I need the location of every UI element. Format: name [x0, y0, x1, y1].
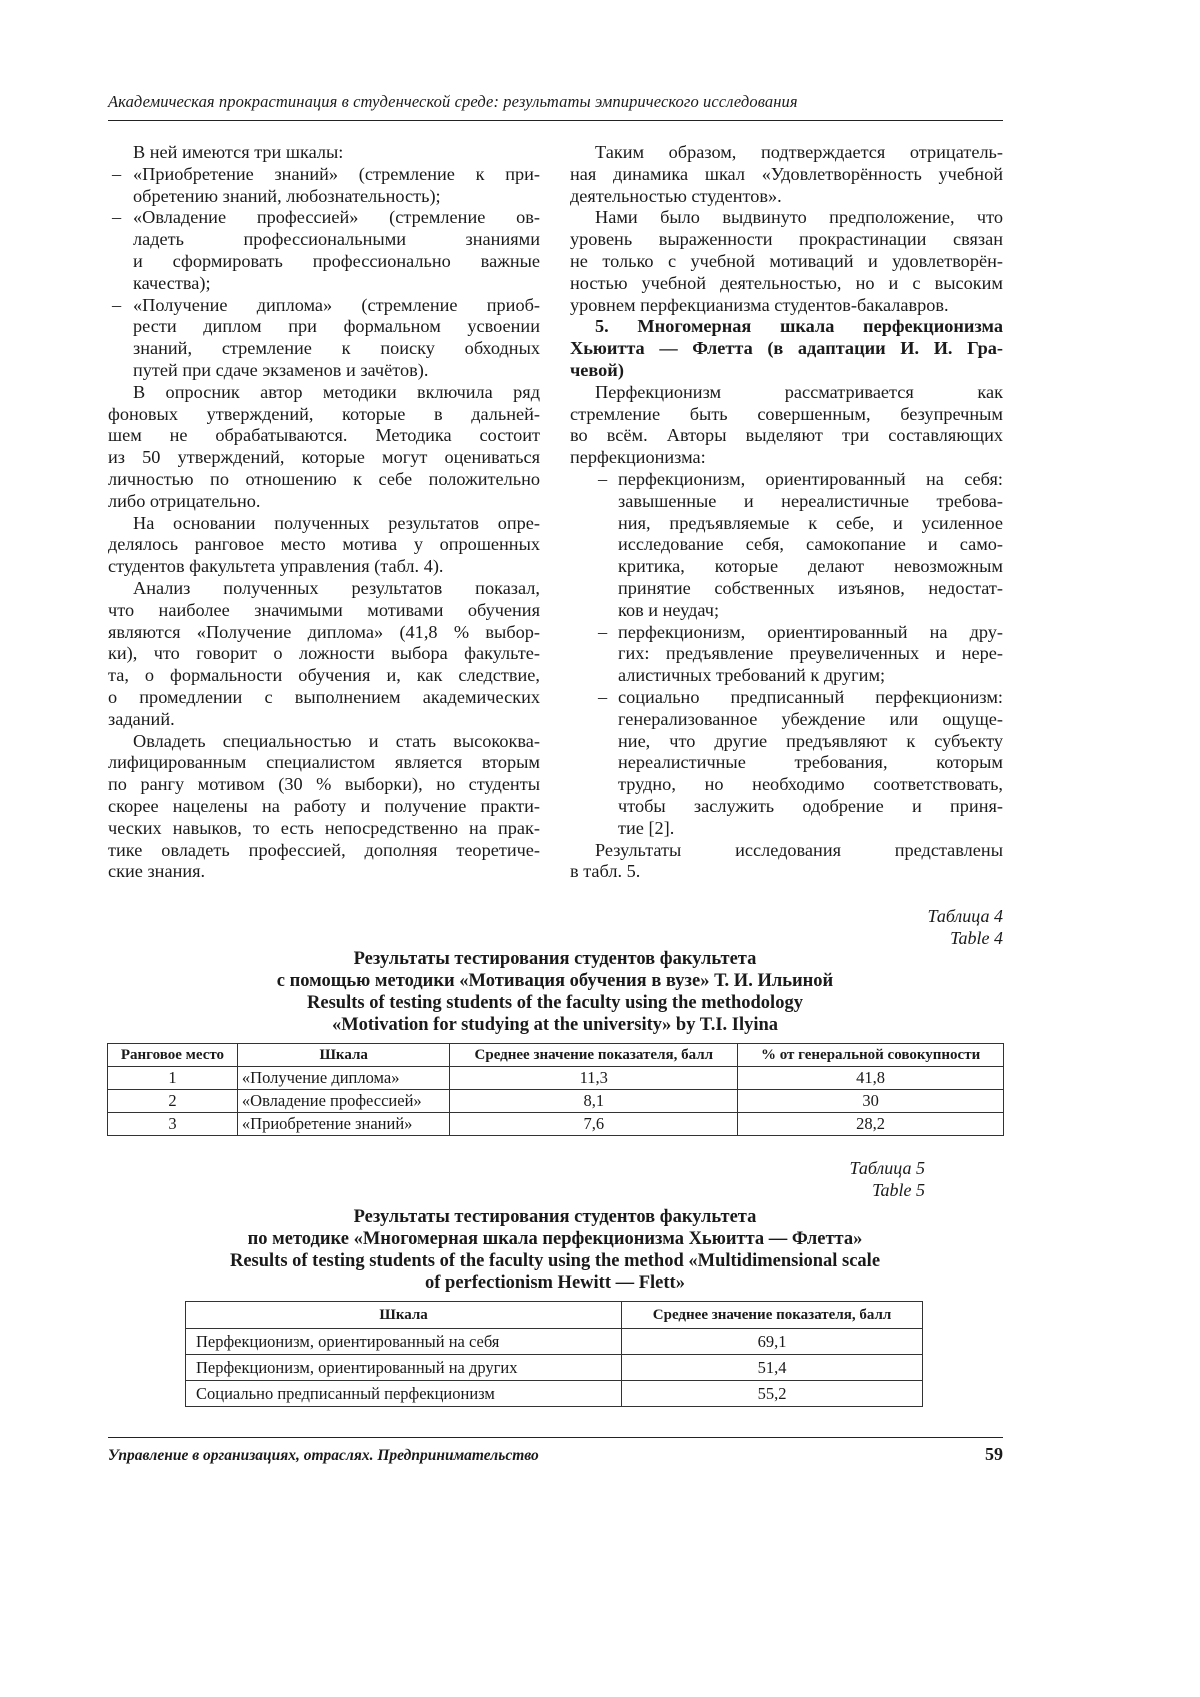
table-cell: 2: [108, 1090, 238, 1113]
table4-header-row: [108, 1044, 1004, 1067]
table4-title: [100, 948, 1010, 1036]
text-line: Таким образом, подтверждается отрицатель-: [595, 142, 1003, 162]
text-line: рести диплом при формальном усвоении: [133, 316, 540, 337]
text-line: критика, которые делают невозможным: [618, 556, 1003, 577]
footer-rule: [108, 1437, 1003, 1438]
text-line: во всём. Авторы выделяют три составляющих: [570, 425, 1003, 446]
text-line: генерализованное убеждение или ощуще-: [618, 708, 1003, 729]
table-cell: 1: [108, 1067, 238, 1090]
list-item: [108, 207, 540, 294]
text-line: обретению знаний, любознательность);: [133, 185, 441, 206]
text-line: Анализ полученных результатов показал,: [133, 577, 540, 598]
text-line: деятельностью студентов».: [570, 185, 782, 206]
text-line: ностью учебной деятельностью, но и с высоким: [570, 272, 1003, 293]
text-line: тие [2].: [618, 817, 675, 838]
text-line: социально предписанный перфекционизм:: [618, 686, 1003, 707]
paragraph: [108, 142, 540, 164]
paragraph: [570, 207, 1003, 316]
text-line: трудно, но необходимо соответствовать,: [618, 774, 1003, 795]
table4-title-line: Results of testing students of the faculty using the methodology: [307, 993, 803, 1013]
text-line: студентов факультета управления (табл. 4).: [108, 556, 444, 577]
text-line: по рангу мотивом (30 % выборки), но студенты: [108, 774, 540, 795]
text-line: ки), что говорит о ложности выбора факульте-: [108, 643, 540, 664]
table5-title-line: Результаты тестирования студентов факультета: [353, 1207, 757, 1227]
running-head: Академическая прокрастинация в студенческой среде: результаты эмпирического исследования: [108, 92, 798, 111]
text-line: Овладеть специальностью и стать высококва-: [133, 730, 540, 751]
header-rule: [108, 120, 1003, 121]
text-line: 5. Многомерная шкала перфекционизма: [595, 316, 1003, 337]
text-line: Хьюитта — Флетта (в адаптации И. И. Гра-: [570, 338, 1003, 359]
list-dash: –: [112, 207, 122, 228]
table5-header: Среднее значение показателя, балл: [622, 1302, 923, 1329]
table5-title: [100, 1206, 1010, 1294]
list-item: [570, 622, 1003, 687]
table-cell: Перфекционизм, ориентированный на других: [186, 1355, 622, 1381]
text-line: из 50 утверждений, которые могут оцениваться: [108, 447, 540, 468]
text-line: ладеть профессиональными знаниями: [133, 229, 540, 250]
text-line: Нами было выдвинуто предположение, что: [595, 207, 1003, 228]
table-cell: 69,1: [622, 1329, 923, 1355]
table-row: [108, 1113, 1004, 1136]
text-line: перфекционизма:: [570, 447, 706, 468]
table5-title-line: of perfectionism Hewitt — Flett»: [425, 1273, 685, 1293]
text-line: знаний, стремление к поиску обходных: [133, 338, 540, 359]
paragraph: [108, 578, 540, 731]
text-line: ские знания.: [108, 861, 206, 882]
text-line: принятие собственных изъянов, недостат-: [618, 577, 1003, 598]
table-cell: 8,1: [450, 1090, 738, 1113]
text-line: нереалистичные требования, которым: [618, 752, 1003, 773]
table-cell: 55,2: [622, 1381, 923, 1407]
text-line: «Приобретение знаний» (стремление к при-: [133, 163, 540, 184]
table4-title-line: с помощью методики «Мотивация обучения в вузе» Т. И. Ильиной: [276, 971, 834, 991]
table4-caption: [800, 905, 1003, 949]
text-line: тике овладеть профессией, дополняя теоретиче-: [108, 839, 540, 860]
text-line: гих: предъявление преувеличенных и нере-: [618, 643, 1003, 664]
paragraph: [570, 382, 1003, 469]
text-line: и сформировать профессионально важные: [133, 250, 540, 271]
text-line: алистичных требований к другим;: [618, 665, 886, 686]
table-cell: 30: [738, 1090, 1004, 1113]
text-line: ние, что другие предъявляют к субъекту: [618, 730, 1003, 751]
right-column: [570, 142, 1003, 883]
text-line: фоновых утверждений, которые в дальней-: [108, 403, 540, 424]
text-line: шем не обрабатываются. Методика состоит: [108, 425, 540, 446]
table5-caption: [720, 1157, 925, 1201]
text-line: ния, предъявляемые к себе, и усиленное: [618, 512, 1003, 533]
table-cell: «Овладение профессией»: [237, 1090, 450, 1113]
table4: [107, 1043, 1004, 1136]
text-line: чевой): [570, 359, 624, 380]
table4-header: Ранговое место: [108, 1044, 238, 1067]
table-cell: 28,2: [738, 1113, 1004, 1136]
text-line: о промедлении с выполнением академических: [108, 686, 540, 707]
text-line: являются «Получение диплома» (41,8 % выбор-: [108, 621, 540, 642]
text-line: перфекционизм, ориентированный на дру-: [618, 621, 1003, 642]
text-line: чтобы заслужить одобрение и приня-: [618, 795, 1003, 816]
list-dash: –: [598, 686, 608, 707]
paragraph: [570, 840, 1003, 884]
text-line: что наиболее значимыми мотивами обучения: [108, 599, 540, 620]
table-cell: 7,6: [450, 1113, 738, 1136]
table4-title-line: Результаты тестирования студентов факультета: [353, 949, 757, 969]
table5-label-en: Table 5: [872, 1180, 925, 1200]
paragraph: [570, 142, 1003, 207]
table4-title-line: «Motivation for studying at the university» by T.I. Ilyina: [331, 1015, 779, 1035]
text-line: На основании полученных результатов опре-: [133, 512, 540, 533]
table-row: [186, 1355, 923, 1381]
list-dash: –: [598, 468, 608, 489]
text-line: завышенные и нереалистичные требова-: [618, 490, 1003, 511]
table4-header: Шкала: [237, 1044, 450, 1067]
text-line: В ней имеются три шкалы:: [133, 142, 344, 162]
text-line: ческих навыков, то есть непосредственно на прак-: [108, 817, 540, 838]
text-line: лифицированным специалистом является вторым: [108, 752, 540, 773]
table5-title-line: Results of testing students of the faculty using the method «Multidimensional scale: [229, 1251, 881, 1271]
table-cell: 11,3: [450, 1067, 738, 1090]
table-cell: Перфекционизм, ориентированный на себя: [186, 1329, 622, 1355]
text-line: Результаты исследования представлены: [595, 839, 1003, 860]
table-cell: 3: [108, 1113, 238, 1136]
table5-title-line: по методике «Многомерная шкала перфекционизма Хьюитта — Флетта»: [247, 1229, 863, 1249]
table-cell: 51,4: [622, 1355, 923, 1381]
table5-header-row: [186, 1302, 923, 1329]
text-line: В опросник автор методики включила ряд: [133, 381, 540, 402]
list-item: [108, 164, 540, 208]
list-dash: –: [112, 294, 122, 315]
text-line: либо отрицательно.: [108, 490, 261, 511]
text-line: в табл. 5.: [570, 861, 641, 882]
text-line: ков и неудач;: [618, 599, 720, 620]
paragraph: [108, 731, 540, 884]
table4-header: % от генеральной совокупности: [738, 1044, 1004, 1067]
text-line: качества);: [133, 272, 211, 293]
page-number: 59: [985, 1444, 1003, 1464]
text-line: личностью по отношению к себе положительно: [108, 468, 540, 489]
table5-label-ru: Таблица 5: [849, 1158, 925, 1178]
list-item: [570, 687, 1003, 840]
paragraph: [108, 382, 540, 513]
table-cell: «Получение диплома»: [237, 1067, 450, 1090]
list-item: [570, 469, 1003, 622]
text-line: ная динамика шкал «Удовлетворённость учебной: [570, 163, 1003, 184]
table-cell: Социально предписанный перфекционизм: [186, 1381, 622, 1407]
table4-label-ru: Таблица 4: [927, 906, 1003, 926]
text-line: делялось ранговое место мотива у опрошенных: [108, 534, 540, 555]
paragraph: [108, 513, 540, 578]
section-heading: [570, 316, 1003, 381]
text-line: Перфекционизм рассматривается как: [595, 381, 1003, 402]
table-row: [108, 1090, 1004, 1113]
text-line: исследование себя, самокопание и само-: [618, 534, 1003, 555]
list-dash: –: [112, 163, 122, 184]
left-column: [108, 142, 540, 883]
table5-header: Шкала: [186, 1302, 622, 1329]
text-line: перфекционизм, ориентированный на себя:: [618, 468, 1003, 489]
table-cell: 41,8: [738, 1067, 1004, 1090]
text-line: скорее нацелены на работу и получение практи-: [108, 795, 540, 816]
text-line: стремление быть совершенным, безупречным: [570, 403, 1003, 424]
list-dash: –: [598, 621, 608, 642]
text-line: «Овладение профессией» (стремление ов-: [133, 207, 540, 228]
text-line: «Получение диплома» (стремление приоб-: [133, 294, 540, 315]
text-line: уровень выраженности прокрастинации связан: [570, 229, 1003, 250]
table-row: [108, 1067, 1004, 1090]
text-line: путей при сдаче экзаменов и зачётов).: [133, 359, 429, 380]
table-row: [186, 1329, 923, 1355]
table-cell: «Приобретение знаний»: [237, 1113, 450, 1136]
table5: [185, 1301, 923, 1407]
table4-label-en: Table 4: [950, 928, 1003, 948]
text-line: не только с учебной мотиваций и удовлетворён-: [570, 250, 1003, 271]
text-line: уровнем перфекцианизма студентов-бакалавров.: [570, 294, 949, 315]
table-row: [186, 1381, 923, 1407]
list-item: [108, 295, 540, 382]
table4-header: Среднее значение показателя, балл: [450, 1044, 738, 1067]
text-line: та, о формальности обучения и, как следствие,: [108, 665, 540, 686]
footer-journal: Управление в организациях, отраслях. Предпринимательство: [108, 1447, 539, 1464]
text-line: заданий.: [108, 708, 175, 729]
